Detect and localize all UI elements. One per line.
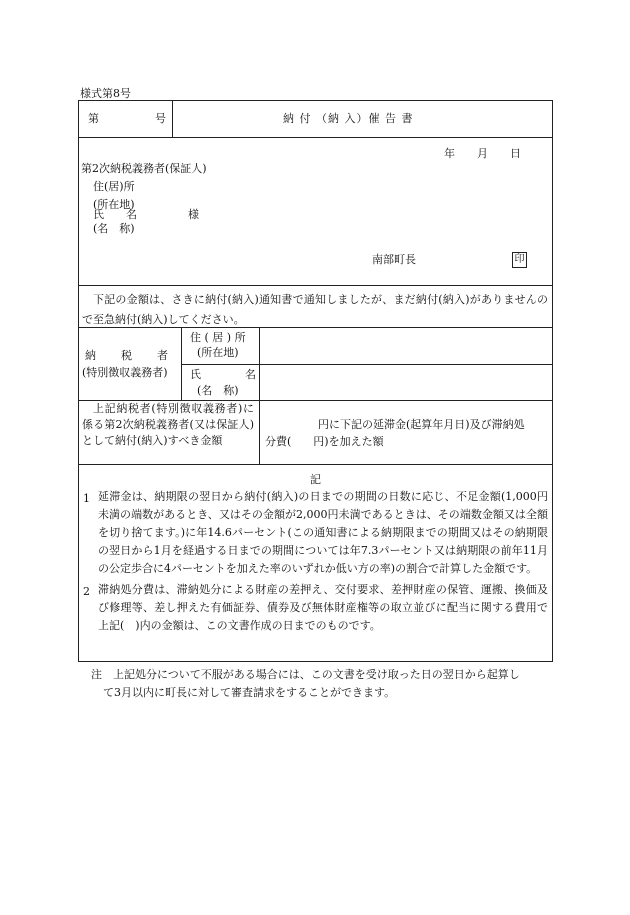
note-text: 滞納処分費は、滞納処分による財産の差押え、交付要求、差押財産の保管、運搬、換価及び修理等、差し押えた有価証券、債券及び無体財産権等の取立並びに配当に関する費用で上記( )内の金額は、この文書作成の日までのものです。 [98, 583, 548, 632]
amount-text-line2: 分費( 円)を加えた額 [265, 435, 384, 448]
notice-text: 下記の金額は、さきに納付(納入)通知書で通知しましたが、まだ納付(納入)がありませんので至急納付(納入)してください。 [82, 293, 548, 326]
footer-note-line1: 注 上記処分について不服がある場合には、この文書を受け取った日の翌日から起算し [91, 668, 520, 681]
number-dai-label: 第 [88, 112, 99, 125]
ki-heading: 記 [310, 473, 321, 486]
recipient-heading: 第2次納税義務者(保証人) [81, 162, 207, 175]
divider [78, 464, 553, 465]
date-label: 年 月 日 [444, 147, 521, 160]
note-number: 1 [83, 492, 90, 505]
taxpayer-location-label: (所在地) [197, 346, 239, 359]
divider [172, 100, 173, 137]
divider [78, 285, 553, 286]
recipient-sama-label: 様 [188, 208, 199, 221]
divider [259, 327, 260, 464]
taxpayer-label: 納 税 者 [85, 349, 169, 362]
taxpayer-address-label: 住 ( 居 ) 所 [190, 331, 246, 344]
note-number: 2 [83, 585, 90, 598]
document-title: 納 付 （納 入）催 告 書 [283, 112, 414, 125]
amount-label: 上記納税者(特別徴収義務者)に係る第2次納税義務者(又は保証人)として納付(納入)すべき金額 [82, 402, 254, 447]
form-number-label: 様式第8号 [80, 87, 131, 100]
special-collector-label: (特別徴収義務者) [82, 366, 168, 379]
recipient-corp-name-label: (名 称) [93, 222, 135, 235]
number-go-label: 号 [155, 112, 166, 125]
amount-text-line1: 円に下記の延滞金(起算年月日)及び滞納処 [318, 418, 525, 431]
recipient-address-label: 住(居)所 [93, 180, 135, 193]
divider [78, 137, 553, 138]
recipient-name-label: 氏 名 [93, 208, 137, 221]
recipient-location-label: (所在地) [93, 198, 135, 211]
footer-note-line2: て3月以内に町長に対して審査請求をすることができます。 [103, 686, 396, 699]
taxpayer-name-label: 氏 名 [190, 368, 256, 381]
seal-mark: 印 [512, 252, 527, 268]
divider [181, 364, 553, 365]
taxpayer-corp-name-label: (名 称) [197, 384, 239, 397]
note-text: 延滞金は、納期限の翌日から納付(納入)の日までの期間の日数に応じ、不足金額(1,000円未満の端数があるとき、又はその金額が2,000円未満であるときは、その端数金額又は全額を切り捨てます。)に年14.6パーセント(この通知書による納期限までの期間又はその納期限の翌日から1月を経過する日までの期間については年7.3パーセント又は納期限の前年11月の公定歩合に4パーセントを加えた率のいずれか低い方の率)の割合で計算した金額です。 [98, 490, 548, 575]
issuer-name: 南部町長 [372, 253, 416, 266]
divider [181, 327, 182, 400]
